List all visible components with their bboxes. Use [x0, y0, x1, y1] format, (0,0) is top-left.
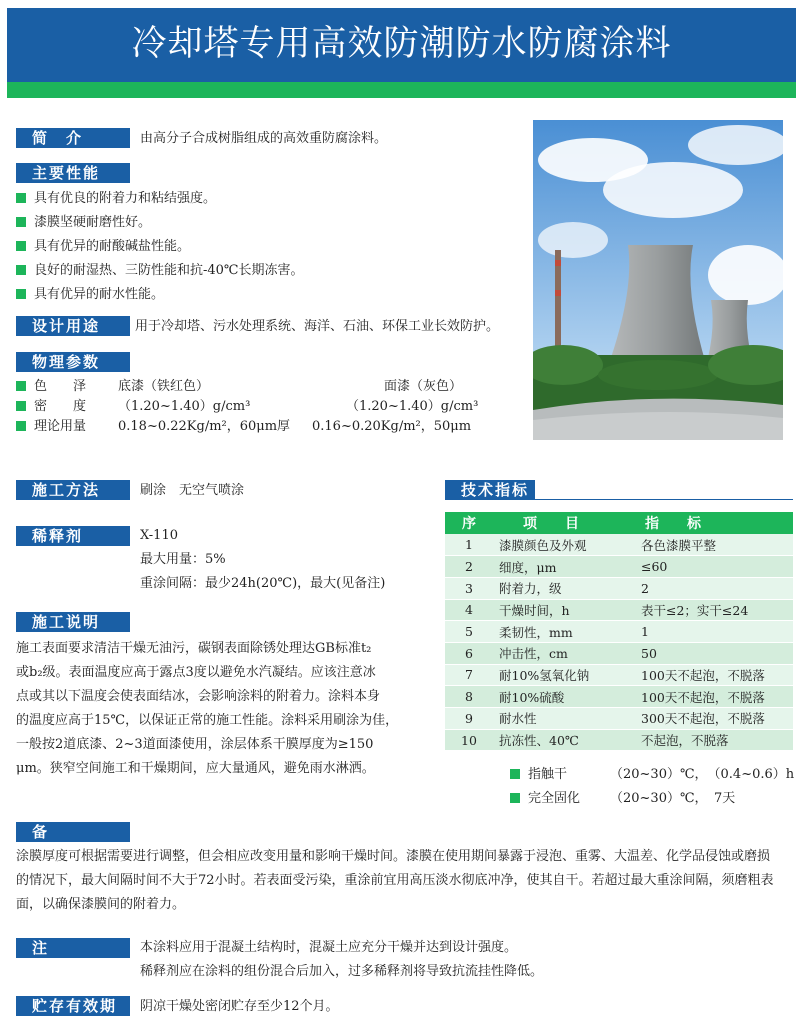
note-label: 注 [16, 938, 130, 958]
bullet-icon [16, 193, 26, 203]
table-header-row [445, 512, 793, 534]
list-item: 漆膜坚硬耐磨性好。 [16, 214, 303, 238]
usage-text: 用于冷却塔、污水处理系统、海洋、石油、环保工业长效防护。 [135, 319, 500, 334]
bullet-icon [16, 381, 26, 391]
remark-text: 涂膜厚度可根据需要进行调整，但会相应改变用量和影响干燥时间。漆膜在使用期间暴露于浸泡、重雾、大温差、化学品侵蚀或磨损 的情况下，最大间隔时间不大于72小时。若表面受污染，重涂前宜用高压淡水彻底冲净，使其自干。若超过最大重涂间隔，须磨粗表 面，以确保漆膜间的附着力。 [16, 849, 774, 912]
tech-label-rule [535, 499, 793, 500]
page-title: 冷却塔专用高效防潮防水防腐涂料 [7, 8, 796, 82]
tech-notes [510, 766, 794, 814]
cooling-tower-photo [533, 120, 783, 440]
table-row: 3 附着力，级 2 [445, 577, 793, 599]
list-item: 具有优异的耐酸碱盐性能。 [16, 238, 303, 262]
list-item: 完全固化 （20~30）℃， 7天 [510, 790, 794, 814]
storage-text: 阴凉干燥处密闭贮存至少12个月。 [140, 999, 339, 1014]
storage-label: 贮存有效期 [16, 996, 130, 1016]
param-row: 色 泽 底漆（铁红色） 面漆（灰色） [16, 378, 526, 398]
table-row: 10 抗冻性、40℃ 不起泡，不脱落 [445, 729, 793, 751]
col-header: 序 [445, 512, 493, 534]
list-item: 良好的耐湿热、三防性能和抗-40℃长期冻害。 [16, 262, 303, 286]
table-row: 8 耐10%硫酸 100天不起泡，不脱落 [445, 686, 793, 708]
tech-label: 技术指标 [445, 480, 535, 500]
features-list [16, 190, 303, 310]
bullet-icon [16, 217, 26, 227]
bullet-icon [16, 421, 26, 431]
params-list [16, 378, 526, 438]
note-text: 本涂料应用于混凝土结构时，混凝土应充分干燥并达到设计强度。 稀释剂应在涂料的组份混合后加入，过多稀释剂将导致抗流挂性降低。 [140, 940, 544, 979]
param-row: 密 度 （1.20~1.40）g/cm³ （1.20~1.40）g/cm³ [16, 398, 526, 418]
bullet-icon [16, 265, 26, 275]
usage-label: 设计用途 [16, 316, 130, 336]
features-label: 主要性能 [16, 163, 130, 183]
remark-label: 备 [16, 822, 130, 842]
thinner-info: X-110 最大用量：5% 重涂间隔：最少24h(20℃)，最大(见备注) [140, 528, 386, 591]
table-row: 1 漆膜颜色及外观 各色漆膜平整 [445, 534, 793, 556]
table-row: 4 干燥时间，h 表干≤2；实干≤24 [445, 599, 793, 621]
method-text: 刷涂 无空气喷涂 [140, 483, 245, 498]
table-row: 2 细度，μm ≤60 [445, 556, 793, 578]
col-header: 项 目 [493, 512, 635, 534]
table-row: 5 柔韧性，mm 1 [445, 621, 793, 643]
params-label: 物理参数 [16, 352, 130, 372]
thinner-label: 稀释剂 [16, 526, 130, 546]
instructions-text: 施工表面要求清洁干燥无油污，碳钢表面除锈处理达GB标准t₂ 或b₂级。表面温度应高于露点3度以避免水汽凝结。应该注意冰 点或其以下温度会使表面结冰，会影响涂料的附着力。涂料本身 的温度应高于15℃，以保证正常的施工性能。涂料采用刷涂为佳， 一般按2道底漆、2~3道面漆使用，涂层体系干膜厚度为≥150 μm。狭窄空间施工和干燥期间，应大量通风，避免雨水淋洒。 [16, 641, 399, 776]
col-header: 指 标 [635, 512, 793, 534]
intro-text: 由高分子合成树脂组成的高效重防腐涂料。 [140, 131, 388, 146]
bullet-icon [16, 241, 26, 251]
intro-label: 简 介 [16, 128, 130, 148]
table-row: 9 耐水性 300天不起泡，不脱落 [445, 708, 793, 730]
title-underline [7, 82, 796, 98]
list-item: 指触干 （20~30）℃， （0.4~0.6）h [510, 766, 794, 790]
tech-table [445, 512, 793, 751]
table-row: 6 冲击性，cm 50 [445, 642, 793, 664]
list-item: 具有优异的耐水性能。 [16, 286, 303, 310]
bullet-icon [510, 769, 520, 779]
list-item: 具有优良的附着力和粘结强度。 [16, 190, 303, 214]
bullet-icon [16, 289, 26, 299]
method-label: 施工方法 [16, 480, 130, 500]
bullet-icon [510, 793, 520, 803]
instructions-label: 施工说明 [16, 612, 130, 632]
bullet-icon [16, 401, 26, 411]
table-row: 7 耐10%氢氧化钠 100天不起泡，不脱落 [445, 664, 793, 686]
param-row: 理论用量 0.18~0.22Kg/m²，60μm厚 0.16~0.20Kg/m²，50μm [16, 418, 526, 438]
